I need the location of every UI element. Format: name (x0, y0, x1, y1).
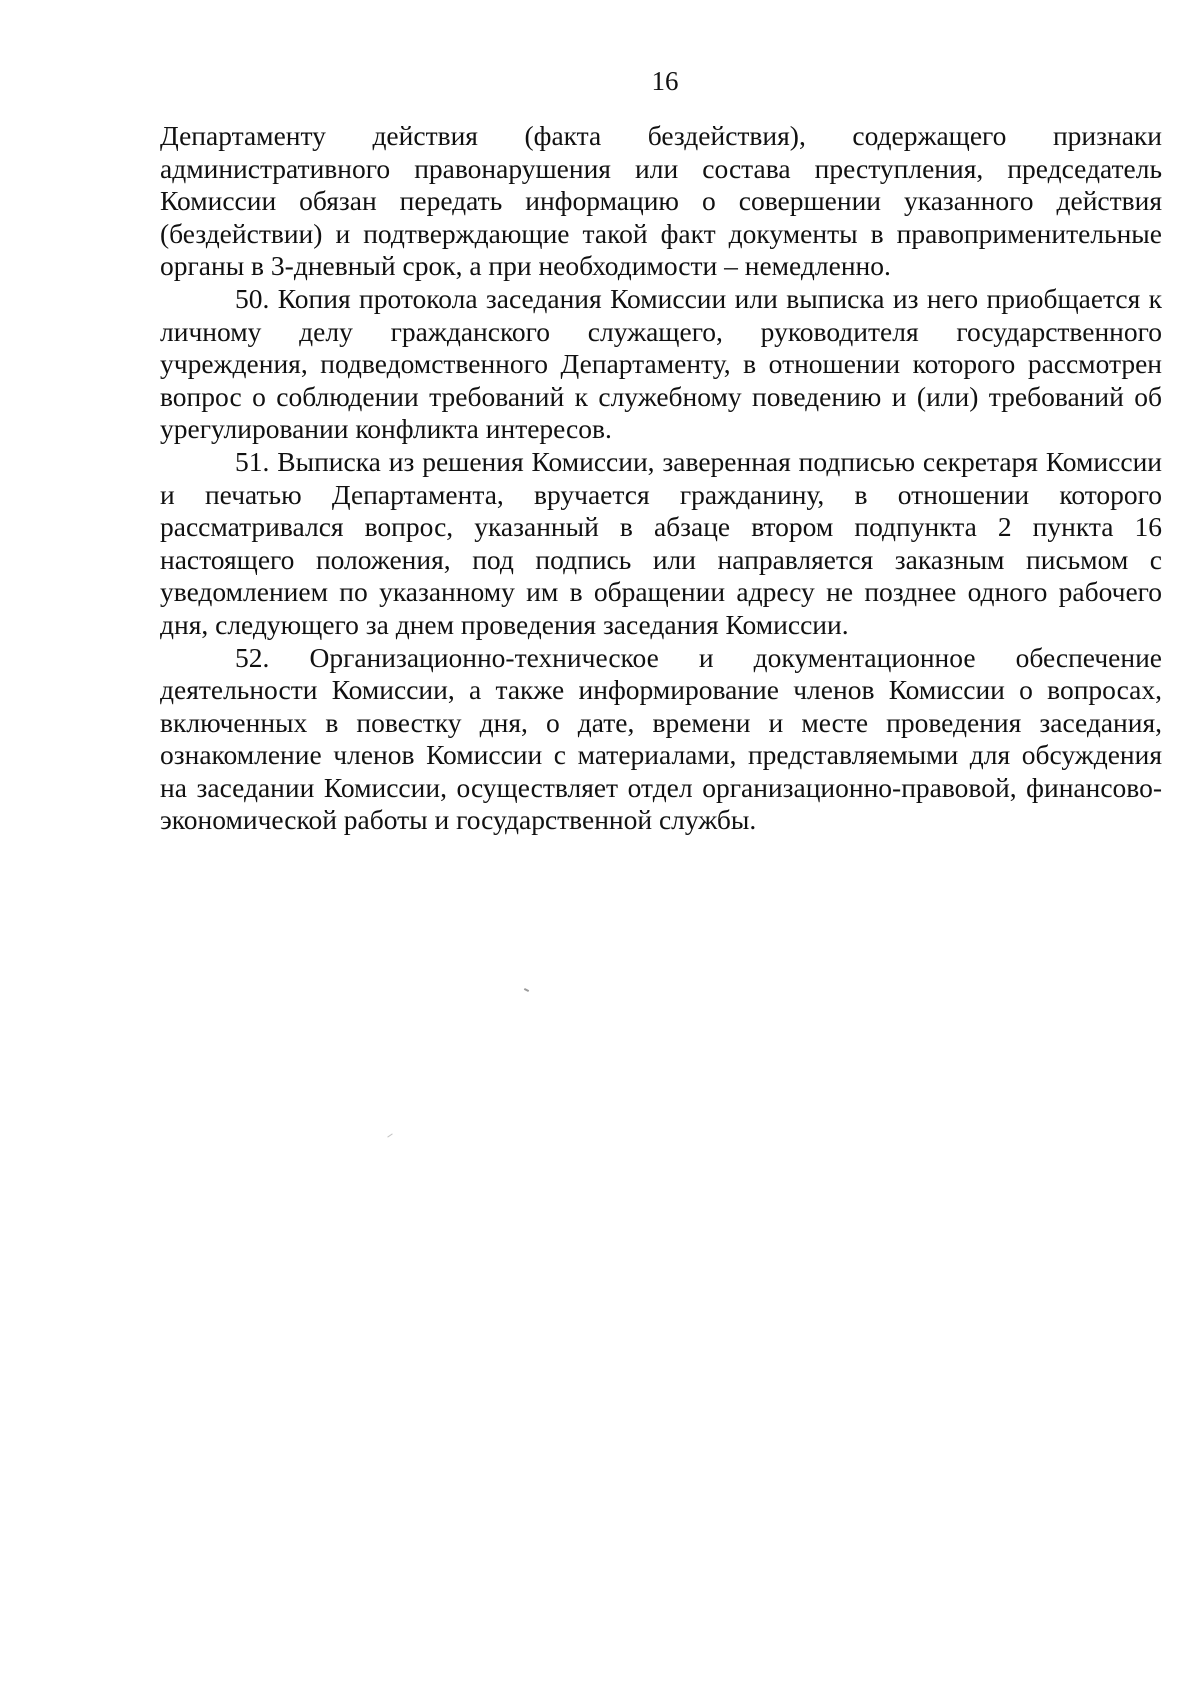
document-body (160, 120, 1162, 837)
paragraph-text: Департаменту действия (факта бездействия), содержащего признаки административного правонарушения или состава преступления, председатель Комиссии обязан передать информацию о совершении указанного действия (бездействии) и подтверждающие такой факт документы в правоприменительные органы в 3-дневный срок, а при необходимости – немедленно. (160, 120, 1162, 282)
paragraph-50 (160, 283, 1162, 446)
paragraph-51 (160, 446, 1162, 642)
page-number: 16 (651, 66, 679, 96)
paragraph-text: Выписка из решения Комиссии, заверенная подписью секретаря Комиссии и печатью Департамента, вручается гражданину, в отношении которого рассматривался вопрос, указанный в абзаце втором подпункта 2 пункта 16 настоящего положения, под подпись или направляется заказным письмом с уведомлением по указанному им в обращении адресу не позднее одного рабочего дня, следующего за днем проведения заседания Комиссии. (160, 445, 1162, 640)
paragraph-number: 52. (235, 641, 270, 673)
scan-speck (524, 988, 529, 992)
paragraph-number: 50. (235, 282, 270, 314)
scan-speck (387, 1133, 392, 1137)
paragraph-continuation (160, 120, 1162, 283)
paragraph-52 (160, 642, 1162, 838)
paragraph-text: Копия протокола заседания Комиссии или выписка из него приобщается к личному делу гражданского служащего, руководителя государственного учреждения, подведомственного Департаменту, в отношении которого рассмотрен вопрос о соблюдении требований к служебному поведению и (или) требований об урегулировании конфликта интересов. (160, 282, 1163, 445)
paragraph-number: 51. (235, 445, 270, 477)
paragraph-text: Организационно-техническое и документационное обеспечение деятельности Комиссии, а также информирование членов Комиссии о вопросах, включенных в повестку дня, о дате, времени и месте проведения заседания, ознакомление членов Комиссии с материалами, представляемыми для обсуждения на заседании Комиссии, осуществляет отдел организационно-правовой, финансово-экономической работы и государственной службы. (160, 641, 1163, 836)
